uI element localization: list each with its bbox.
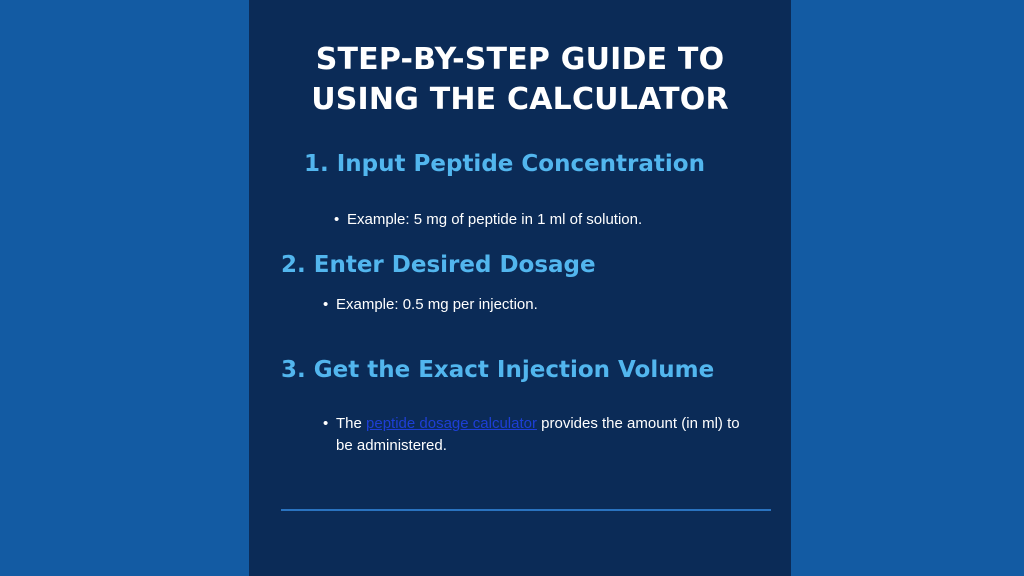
step-3-bullet-suffix: provides the amount (in ml) to be administered. xyxy=(336,415,740,454)
bullet-dot: • xyxy=(323,296,329,313)
step-2-bullet xyxy=(323,294,743,316)
step-1-bullet xyxy=(334,209,754,231)
bullet-dot: • xyxy=(323,415,329,432)
step-3-bullet-prefix: The xyxy=(336,415,367,432)
step-3-heading: 3. Get the Exact Injection Volume xyxy=(281,357,715,383)
bullet-dot: • xyxy=(334,211,340,228)
page-title xyxy=(249,40,791,120)
step-2-heading: 2. Enter Desired Dosage xyxy=(281,252,596,278)
step-1-heading: 1. Input Peptide Concentration xyxy=(304,151,705,177)
peptide-dosage-calculator-link[interactable]: peptide dosage calculator xyxy=(366,415,537,432)
page-title-line-2: USING THE CALCULATOR xyxy=(311,82,729,117)
step-2-bullet-text: Example: 0.5 mg per injection. xyxy=(336,296,538,313)
divider-line xyxy=(281,509,771,511)
step-3-bullet xyxy=(323,413,748,457)
page-title-line-1: STEP-BY-STEP GUIDE TO xyxy=(315,42,725,77)
step-3-bullet-text xyxy=(336,413,748,457)
step-1-bullet-text: Example: 5 mg of peptide in 1 ml of solution. xyxy=(347,211,643,228)
